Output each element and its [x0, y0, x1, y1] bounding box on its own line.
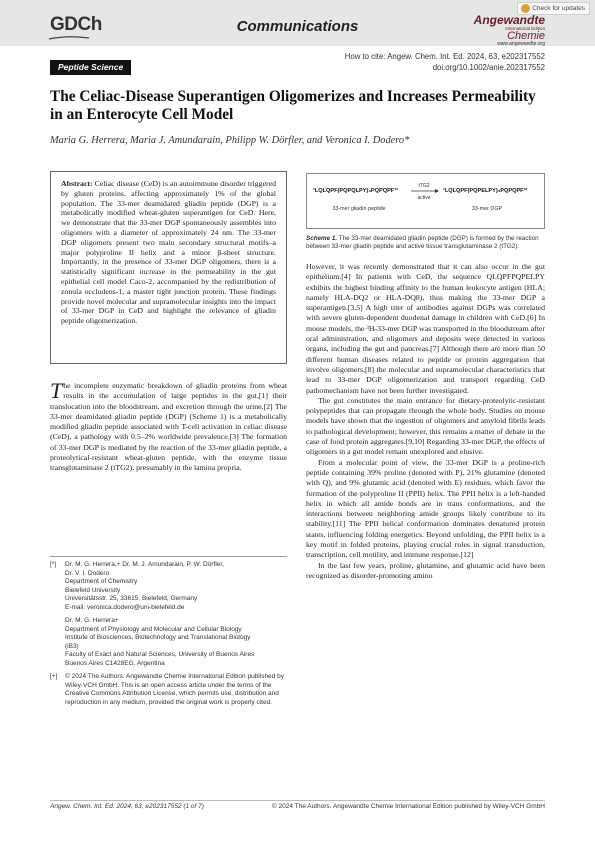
author-list: Maria G. Herrera, Maria J. Amundarain, Philipp W. Dörfler, and Veronica I. Dodero* — [50, 135, 410, 146]
scheme-arrow-top-label: tTG2 — [418, 183, 430, 189]
affiliation-2-line-4: Faculty of Exact and Natural Sciences, University of Buenos Aires — [65, 651, 255, 658]
check-updates-label: Check for updates — [532, 5, 585, 12]
affiliation-1-line-1: Department of Chemistry — [65, 578, 138, 585]
left-paragraph-1: he incomplete enzymatic breakdown of gliadin proteins from wheat results in the accumulation of large peptides in the gut,[1] their translocation into the bloodstream, and excretion through the urine.[2] The 33-mer deamidated gliadin peptide (DGP) (Scheme 1) is a metabolically modified gliadin peptide associated with T-cell activation in celiac disease (CeD), a pathology with 0.5–2% worldwide prevalence.[3] The formation of 33-mer DGP is mediated by the reaction of the 33-mer gliadin peptide, a proteolytical-resistant wheat-gluten peptide, with the enzyme tissue transglutaminase 2 (tTG2), presumably in the lamina propria. — [50, 381, 287, 473]
license-text: © 2024 The Authors. Angewandte Chemie International Edition published by Wiley-VCH GmbH. This is an open access article under the terms of the Creative Commons Attribution License, which permits use, distribution and reproduction in any medium, provided the original work is properly cited. — [65, 673, 284, 706]
right-paragraph-3: From a molecular point of view, the 33-mer DGP is a proline-rich peptide containing 39% proline (denoted with P), 21% glutamine (denoted with Q), and 9% glutamic acid (denoted with E) residues, which favor the formation of the polyproline II (PPII) helix. The PPII helix is a left-handed helix in which all amide bonds are in trans conformations, and the interactions between neighboring amide groups likely contribute to its stability.[11] The PPII helical conformation dominates denatured protein states, influencing folding energetics. Beyond unfolding, the PPII helix is a key motif in folded proteins, playing crucial roles in signal transduction, transcription, cell motility, and immune response.[12] — [306, 457, 545, 560]
scheme-caption-text: The 33-mer deamidated gliadin peptide (DGP) is formed by the reaction between 33-mer gliadin peptide and active tissue transglutaminase 2 (tTG2). — [306, 235, 539, 250]
footer-divider — [50, 800, 545, 801]
right-paragraph-2: The gut constitutes the main entrance for dietary-proteolytic-resistant polypeptides that can propagate through the whole body. Studies on mouse models have shown that the ingestion of oligomers and amyloid fibrils leads to pathological development; however, this remains a matter of debate in the case of food protein aggregates.[9,10] Regarding 33-mer DGP, the effects of oligomers in a gut model remain unexplored and elusive. — [306, 395, 545, 457]
drop-cap: T — [50, 378, 63, 403]
citation — [345, 52, 545, 73]
affiliation-names-1: Dr. M. G. Herrera,+ Dr. M. J. Amundarain, P. W. Dörfler, — [65, 561, 224, 568]
affiliation-2-line-5: Buenos Aires C1428EG, Argentina — [65, 659, 165, 667]
right-paragraph-4: In the last few years, proline, glutamine, and glutamic acid have been recognized as disorder-promoting amino — [306, 560, 545, 580]
affiliation-1-line-3: Universitätsstr. 25, 33615, Bielefeld, Germany — [65, 595, 198, 602]
citation-how-to-cite: How to cite: Angew. Chem. Int. Ed. 2024, 63, e202317552 — [344, 52, 545, 61]
journal-logo-chem: Chemie — [507, 30, 545, 42]
left-column-body — [50, 378, 287, 474]
affiliation-2-line-1: Department of Physiology and Molecular and Cellular Biology — [65, 625, 242, 633]
scheme-left-label: 33-mer gliadin peptide — [332, 206, 386, 212]
abstract-label: Abstract: — [61, 179, 93, 188]
scheme-caption — [306, 235, 545, 251]
section-title: Communications — [236, 18, 359, 35]
footer-citation: Angew. Chem. Int. Ed. 2024, 63, e202317552 (1 of 7) — [50, 803, 204, 810]
abstract-text: Celiac disease (CeD) is an autoimmune disorder triggered by gluten proteins, affecting approximately 1% of the global population. The 33-mer deamidated gliadin peptide (DGP) is a metabolically modified wheat-gluten superantigen for CeD. Here, we demonstrate that the 33-mer DGP spontaneously assembles into oligomers with a diameter of approximately 24 nm. The 33-mer DGP oligomers present two main secondary structural motifs–a major polyproline II helix and a minor β-sheet structure. Importantly, in the presence of 33-mer DGP oligomers, there is a statistically significant increase in the permeability in the gut epithelial cell model Caco-2, accompanied by the redistribution of zonula occludens-1, a master tight junction protein. These findings provide novel molecular and supramolecular insights into the impact of 33-mer DGP in CeD and highlight the relevance of gliadin peptide oligomerization. — [61, 179, 276, 326]
citation-doi-link[interactable]: doi.org/10.1002/anie.202317552 — [432, 62, 545, 72]
gdch-logo: GDCh — [50, 14, 102, 35]
scheme-diagram — [307, 174, 544, 228]
footnote-divider — [50, 556, 287, 557]
scheme-right-sequence: ¹LQLQPF(PQPELPY)₃PQPQPF³³ — [443, 188, 528, 194]
affiliation-2-line-3: (iB3) — [65, 642, 79, 650]
affiliation-block-1 — [50, 561, 287, 668]
scheme-caption-label: Scheme 1. — [306, 235, 338, 242]
journal-logo — [474, 14, 545, 48]
footnote-marker-affiliation: [*] — [50, 561, 57, 568]
abstract-box — [50, 171, 287, 364]
right-paragraph-1: However, it was recently demonstrated that it can also occur in the gut epithelium.[4] In patients with CeD, the sequence QLQPFPQPELPY exhibits the highest binding affinity to the human leukocyte antigen (HLA; namely HLA-DQ2 or HLA-DQ8), thus making the 33-mer DGP a superantigen.[3,5] A high titer of antibodies against DGPs was correlated with severe gluten-dependent duodenal damage in children with CeD.[6] In mouse models, the ³H-33-mer DGP was transported in the bloodstream after oral administration, and oligomers and deposits were detected in various organs, including the gut and pancreas.[7] Although there are more than 50 different human diseases related to peptide or protein aggregation that involve oligomers,[8] the molecular and supramolecular characteristics that lead to 33-mer DGP oligomerization and transport regarding CeD pathomechanism have not been further investigated. — [306, 262, 545, 395]
journal-logo-intl: International Edition — [505, 26, 545, 31]
footnotes — [50, 561, 287, 707]
scheme-arrow-bottom-label: active — [417, 195, 431, 201]
footnote-marker-license: [+] — [50, 673, 58, 680]
scheme-figure — [306, 173, 545, 229]
journal-logo-name: Angewandte — [473, 13, 545, 27]
scheme-right-label: 33-mer DGP — [471, 206, 503, 212]
footer-copyright: © 2024 The Authors. Angewandte Chemie International Edition published by Wiley-VCH GmbH — [271, 803, 545, 810]
check-updates-icon — [521, 4, 530, 13]
corresponding-email[interactable]: E-mail: veronica.dodero@uni-bielefeld.de — [65, 603, 185, 611]
affiliation-names-2: Dr. M. G. Herrera+ — [65, 617, 119, 624]
scheme-left-sequence: ¹LQLQPF(PQPQLPY)₃PQPQPF³³ — [313, 188, 398, 194]
license-block — [50, 673, 287, 707]
affiliation-names-1b: Dr. V. I. Dodero — [65, 569, 110, 577]
right-column-body — [306, 262, 545, 581]
scheme-arrowhead-icon — [435, 189, 439, 193]
journal-url[interactable]: www.angewandte.org — [497, 41, 545, 47]
affiliation-1-line-2: Bielefeld University — [65, 586, 121, 594]
gdch-swoosh-icon — [48, 35, 90, 41]
section-tag: Peptide Science — [50, 60, 131, 75]
article-title: The Celiac-Disease Superantigen Oligomerizes and Increases Permeability in an Enterocyte Cell Model — [50, 88, 536, 123]
affiliation-2-line-2: Institute of Biosciences, Biotechnology and Translational Biology — [65, 634, 251, 641]
